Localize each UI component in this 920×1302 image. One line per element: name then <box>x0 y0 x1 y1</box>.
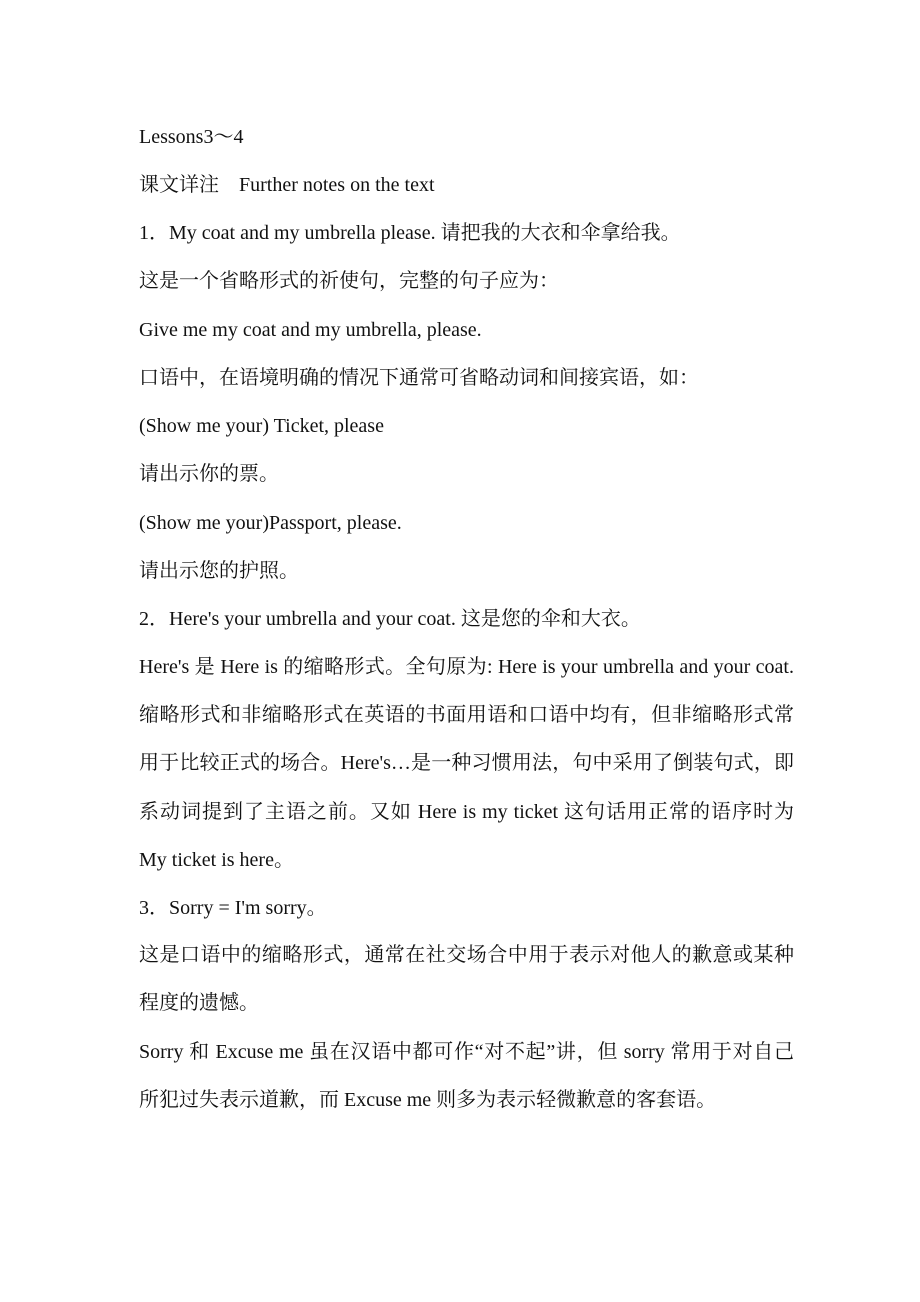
note-1-heading: 1．My coat and my umbrella please. 请把我的大衣和伞拿给我。 <box>139 222 681 244</box>
note-1-explanation: 这是一个省略形式的祈使句，完整的句子应为： <box>139 270 559 292</box>
note-3-paragraph-1: 这是口语中的缩略形式，通常在社交场合中用于表示对他人的歉意或某种程度的遗憾。 <box>139 944 794 1015</box>
note-2-paragraph: Here's 是 Here is 的缩略形式。全句原为: Here is your umbrella and your coat. 缩略形式和非缩略形式在英语的书面用语和口语中均有，但非缩略形式常用于比较正式的场合。Here's…是一种习惯用法，句中采用了倒装句式，即系动词提到了主语之前。又如 Here is my ticket 这句话用正常的语序时为 My ticket is here。 <box>139 656 794 871</box>
note-2-heading: 2．Here's your umbrella and your coat. 这是您的伞和大衣。 <box>139 608 641 630</box>
note-3-heading: 3．Sorry = I'm sorry。 <box>139 897 327 919</box>
note-3-paragraph-2: Sorry 和 Excuse me 虽在汉语中都可作“对不起”讲，但 sorry 常用于对自己所犯过失表示道歉，而 Excuse me 则多为表示轻微歉意的客套语。 <box>139 1041 794 1112</box>
section-subtitle: 课文详注 Further notes on the text <box>139 174 435 196</box>
note-1-usage: 口语中，在语境明确的情况下通常可省略动词和间接宾语，如： <box>139 367 699 389</box>
example-2-chinese: 请出示您的护照。 <box>139 560 299 582</box>
example-1-english: (Show me your) Ticket, please <box>139 415 384 437</box>
lesson-title: Lessons3～4 <box>139 126 244 148</box>
example-1-chinese: 请出示你的票。 <box>139 463 279 485</box>
example-2-english: (Show me your)Passport, please. <box>139 512 402 534</box>
note-1-full-sentence: Give me my coat and my umbrella, please. <box>139 319 482 341</box>
